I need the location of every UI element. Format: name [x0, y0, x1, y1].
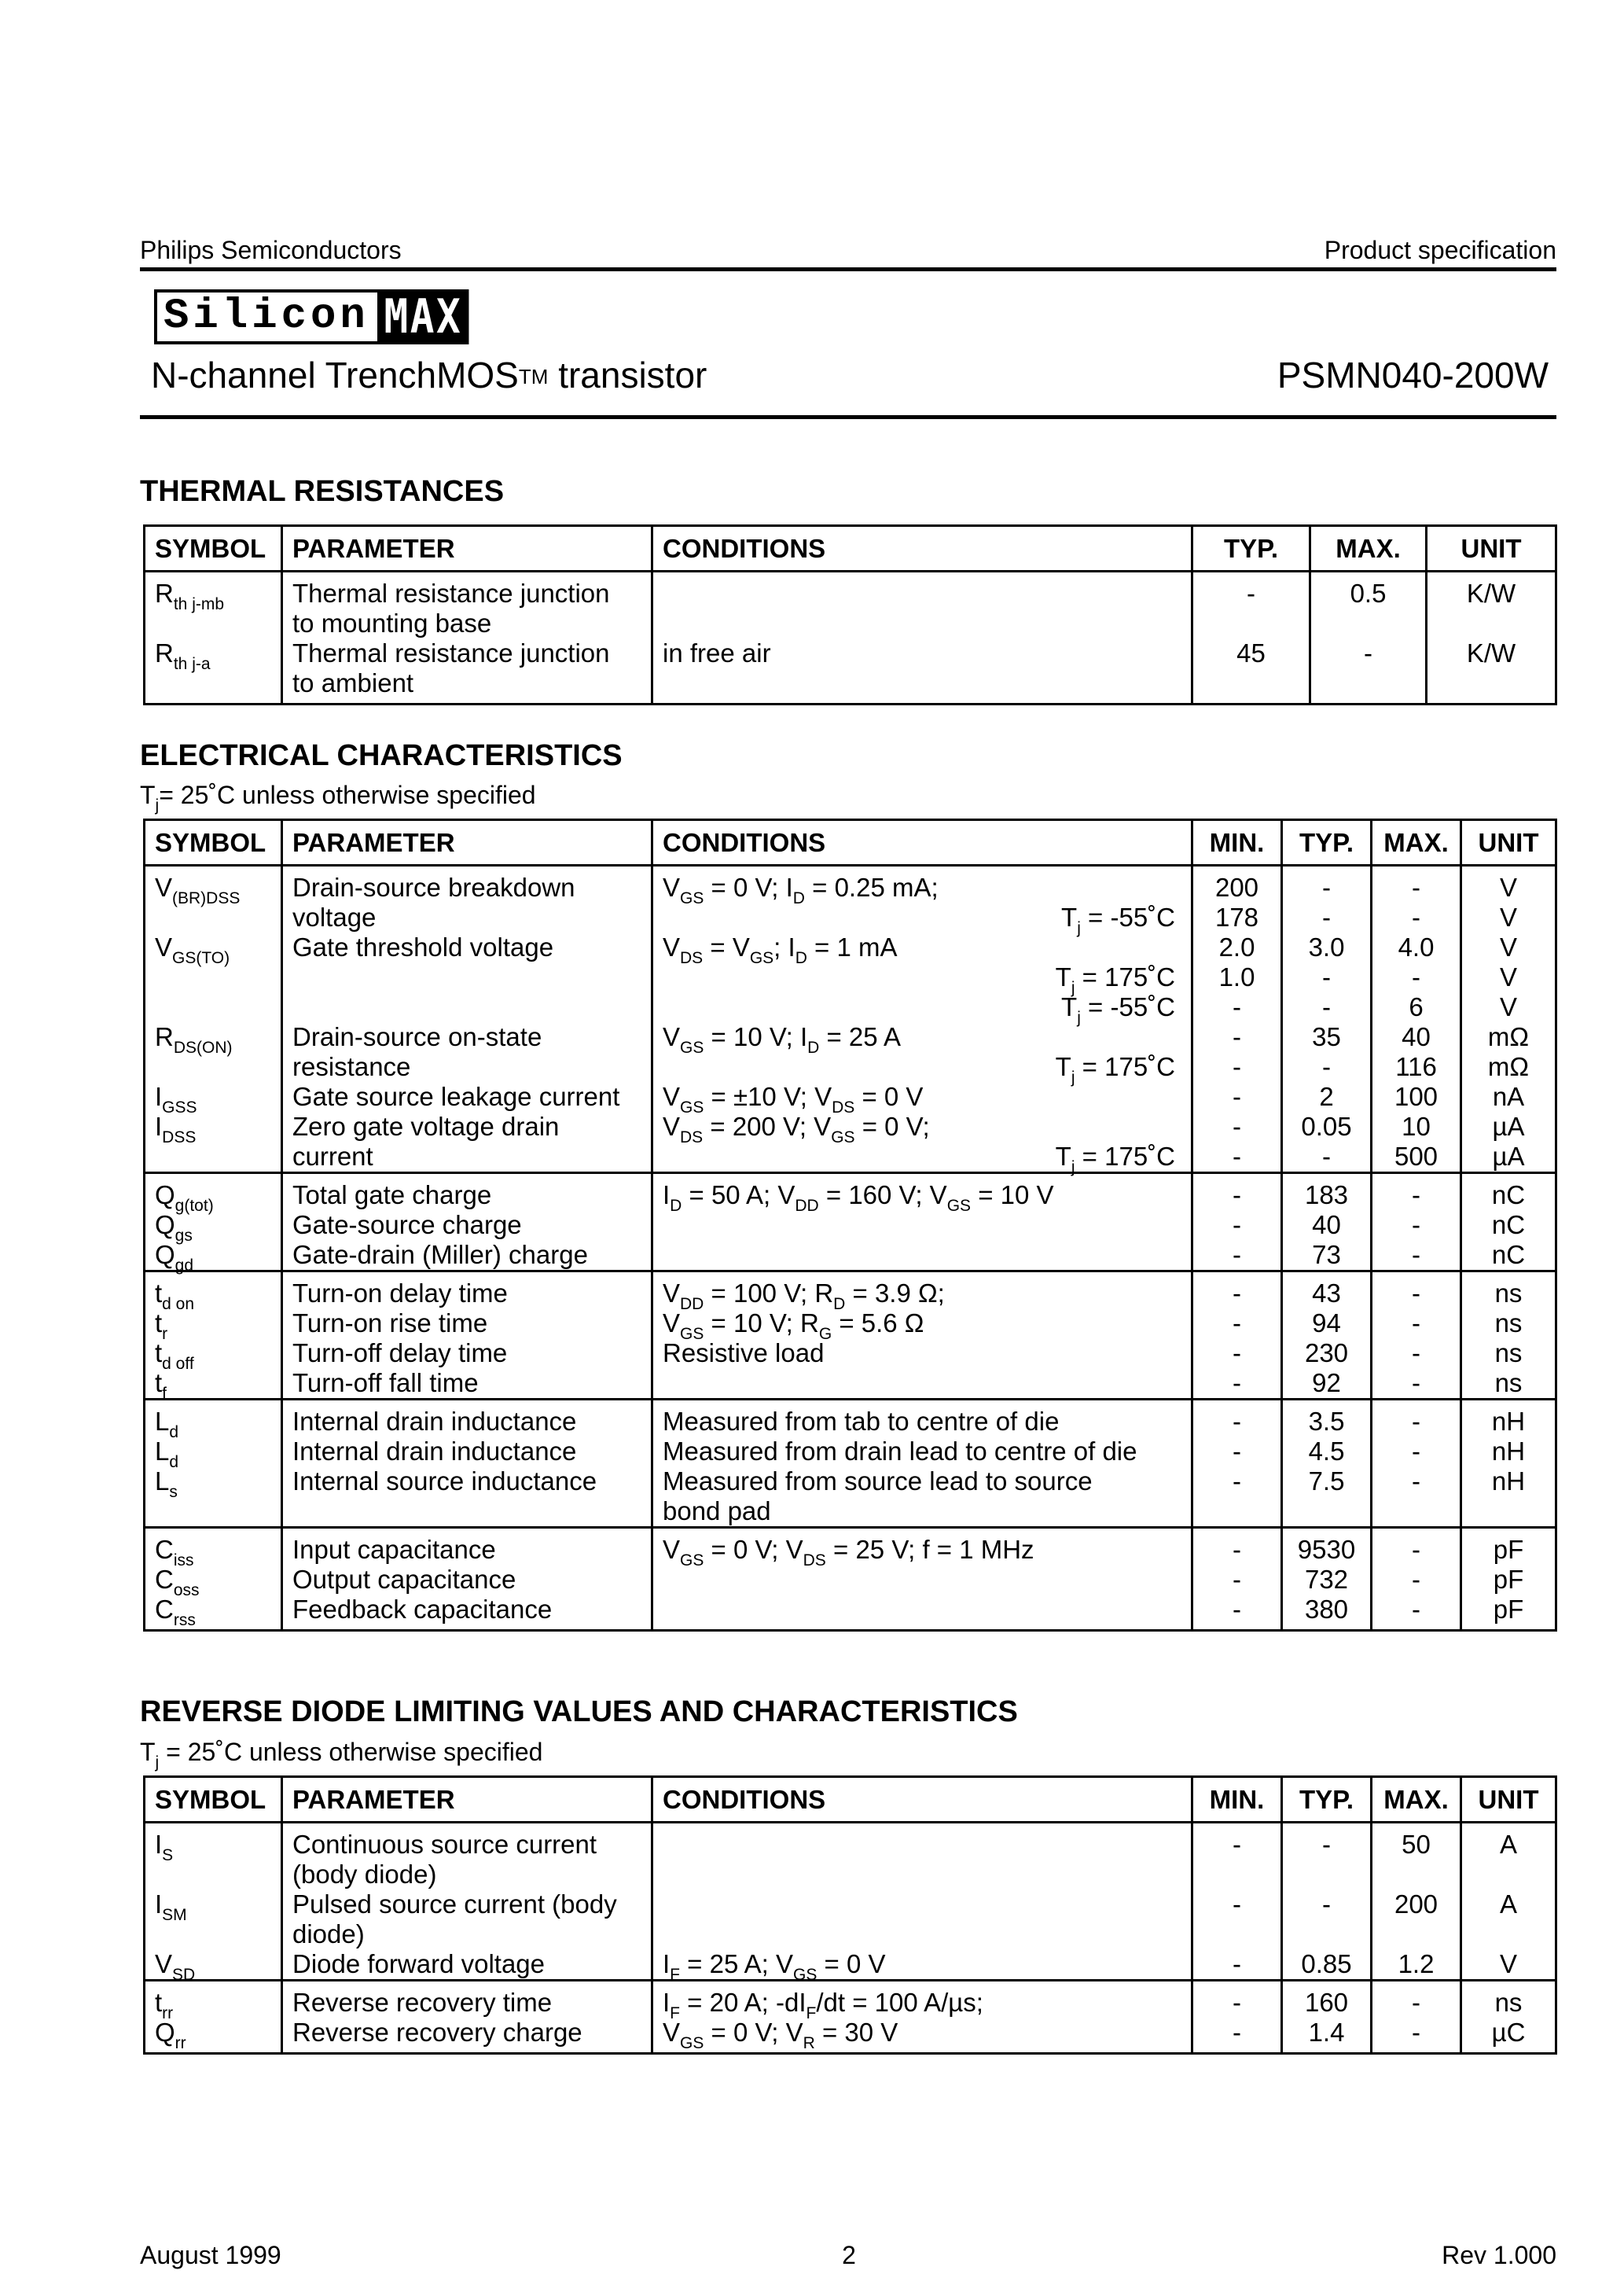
conditions: Measured from tab to centre of die Measured from drain lead to centre of die Measured from source lead to source bond pad	[652, 1400, 1192, 1528]
diode-note: $T_j$ = 25˚C unless otherwise specified	[140, 1738, 543, 1772]
col-unit: UNIT	[1461, 1777, 1556, 1823]
col-parameter: PARAMETER	[282, 1777, 652, 1823]
conditions: in free air	[652, 572, 1192, 705]
table-row-group-static	[145, 866, 1556, 1173]
table-row	[145, 572, 1556, 705]
logo-max-text: MAX	[377, 289, 469, 344]
typ: 43 94 230 92	[1282, 1271, 1372, 1400]
footer-revision: Rev 1.000	[1442, 2241, 1556, 2269]
conditions: $I_F = 20$ A; $-dI_F/dt = 100$ A/µs; $V_{GS} = 0$ V; $V_R = 30$ V	[652, 1981, 1192, 2054]
table-row-group-inductance	[145, 1400, 1556, 1528]
max: - - 4.0 - 6 40 116 100 10 500	[1372, 866, 1461, 1173]
thermal-table	[143, 524, 1557, 705]
col-typ: TYP.	[1282, 820, 1372, 866]
col-symbol: SYMBOL	[145, 526, 282, 572]
symbol: $C_{iss}$ $C_{oss}$ $C_{rss}$	[145, 1528, 282, 1631]
typ: - 45	[1192, 572, 1310, 705]
col-conditions: CONDITIONS	[652, 1777, 1192, 1823]
min: 200 178 2.0 1.0 - - - - - -	[1192, 866, 1282, 1173]
part-number: PSMN040-200W	[1277, 355, 1549, 396]
col-symbol: SYMBOL	[145, 1777, 282, 1823]
unit: ns µC	[1461, 1981, 1556, 2054]
symbol: $Q_{g(tot)}$ $Q_{gs}$ $Q_{gd}$	[145, 1173, 282, 1271]
max: 0.5 -	[1310, 572, 1427, 705]
symbol: $R_{th j-mb}$ $R_{th j-a}$	[145, 572, 282, 705]
col-typ: TYP.	[1192, 526, 1310, 572]
max: - - -	[1372, 1528, 1461, 1631]
parameter: Input capacitance Output capacitance Feedback capacitance	[282, 1528, 652, 1631]
header-rule	[140, 267, 1556, 271]
document-type: Product specification	[1324, 236, 1556, 264]
max: 50 200 1.2	[1372, 1823, 1461, 1981]
col-conditions: CONDITIONS	[652, 526, 1192, 572]
section-title-diode: REVERSE DIODE LIMITING VALUES AND CHARACTERISTICS	[140, 1695, 1018, 1728]
table-row-group-recovery	[145, 1981, 1556, 2054]
max: - -	[1372, 1981, 1461, 2054]
unit: ns ns ns ns	[1461, 1271, 1556, 1400]
conditions: $I_F = 25$ A; $V_{GS} = 0$ V	[652, 1823, 1192, 1981]
col-symbol: SYMBOL	[145, 820, 282, 866]
footer-page-number: 2	[842, 2241, 856, 2269]
typ: 9530 732 380	[1282, 1528, 1372, 1631]
conditions: $I_D = 50$ A; $V_{DD} = 160$ V; $V_{GS} = 10$ V	[652, 1173, 1192, 1271]
min: - - - -	[1192, 1271, 1282, 1400]
product-title	[151, 354, 707, 396]
max: - - - -	[1372, 1271, 1461, 1400]
table-row-group-capacitance	[145, 1528, 1556, 1631]
col-conditions: CONDITIONS	[652, 820, 1192, 866]
typ: 183 40 73	[1282, 1173, 1372, 1271]
trademark: TM	[518, 365, 549, 388]
col-parameter: PARAMETER	[282, 820, 652, 866]
parameter: Total gate charge Gate-source charge Gate-drain (Miller) charge	[282, 1173, 652, 1271]
unit: nC nC nC	[1461, 1173, 1556, 1271]
col-unit: UNIT	[1461, 820, 1556, 866]
unit: pF pF pF	[1461, 1528, 1556, 1631]
conditions: $V_{DD} = 100$ V; $R_D = 3.9$ Ω; $V_{GS} = 10$ V; $R_G = 5.6$ Ω Resistive load	[652, 1271, 1192, 1400]
min: - -	[1192, 1981, 1282, 2054]
parameter: Internal drain inductance Internal drain inductance Internal source inductance	[282, 1400, 652, 1528]
typ: 3.5 4.5 7.5	[1282, 1400, 1372, 1528]
typ: - - 3.0 - - 35 - 2 0.05 -	[1282, 866, 1372, 1173]
col-max: MAX.	[1310, 526, 1427, 572]
col-max: MAX.	[1372, 820, 1461, 866]
conditions: $V_{GS} = 0$ V; $V_{DS} = 25$ V; f = 1 MHz	[652, 1528, 1192, 1631]
col-min: MIN.	[1192, 1777, 1282, 1823]
table-row-group-charge	[145, 1173, 1556, 1271]
title-suffix: transistor	[548, 355, 707, 396]
min: - - -	[1192, 1528, 1282, 1631]
col-parameter: PARAMETER	[282, 526, 652, 572]
symbol: $t_{d on}$ $t_r$ $t_{d off}$ $t_f$	[145, 1271, 282, 1400]
title-rule	[140, 415, 1556, 419]
table-row-group-limiting	[145, 1823, 1556, 1981]
table-header	[145, 820, 1556, 866]
unit: A A V	[1461, 1823, 1556, 1981]
col-max: MAX.	[1372, 1777, 1461, 1823]
parameter: Drain-source breakdown voltage Gate threshold voltage Drain-source on-state resistance Gate source leakage current Zero gate voltage drain current	[282, 866, 652, 1173]
company-name: Philips Semiconductors	[140, 236, 402, 264]
min: - - -	[1192, 1400, 1282, 1528]
table-header	[145, 526, 1556, 572]
symbol: $t_{rr}$ $Q_{rr}$	[145, 1981, 282, 2054]
section-title-thermal: THERMAL RESISTANCES	[140, 475, 505, 508]
symbol: $L_d$ $L_d$ $L_s$	[145, 1400, 282, 1528]
max: - - -	[1372, 1173, 1461, 1271]
electrical-note: $T_j=$ 25˚C unless otherwise specified	[140, 781, 536, 815]
siliconmax-logo	[154, 289, 485, 344]
col-min: MIN.	[1192, 820, 1282, 866]
electrical-table	[143, 819, 1557, 1632]
max: - - -	[1372, 1400, 1461, 1528]
col-unit: UNIT	[1427, 526, 1556, 572]
diode-table	[143, 1775, 1557, 2055]
table-row-group-switching	[145, 1271, 1556, 1400]
min: - - -	[1192, 1173, 1282, 1271]
typ: 160 1.4	[1282, 1981, 1372, 2054]
typ: - - 0.85	[1282, 1823, 1372, 1981]
parameter: Turn-on delay time Turn-on rise time Turn-off delay time Turn-off fall time	[282, 1271, 652, 1400]
min: - - -	[1192, 1823, 1282, 1981]
logo-silicon-text: Silicon	[154, 289, 377, 344]
conditions: $V_{GS} = 0$ V; $I_D = 0.25$ mA; $T_j$ = -55˚C $V_{DS} = V_{GS}$; $I_D = 1$ mA $T_j$ = 175˚C $T_j$ = -55˚C $V_{GS} = 10$ V; $I_D = 25$ A $T_j$ = 175˚C $V_{GS} = \pm 10$ V; $V_{DS} = 0$ V $V_{DS} = 200$ V; $V_{GS} = 0$ V; $T_j$ = 175˚C	[652, 866, 1192, 1173]
table-header	[145, 1777, 1556, 1823]
title-text: N-channel TrenchMOS	[151, 355, 519, 396]
unit: V V V V V mΩ mΩ nA µA µA	[1461, 866, 1556, 1173]
unit: nH nH nH	[1461, 1400, 1556, 1528]
parameter: Continuous source current (body diode) Pulsed source current (body diode) Diode forward voltage	[282, 1823, 652, 1981]
parameter: Thermal resistance junction to mounting base Thermal resistance junction to ambient	[282, 572, 652, 705]
parameter: Reverse recovery time Reverse recovery charge	[282, 1981, 652, 2054]
symbol: $I_S$ $I_{SM}$ $V_{SD}$	[145, 1823, 282, 1981]
unit: K/W K/W	[1427, 572, 1556, 705]
footer-date: August 1999	[140, 2241, 281, 2269]
section-title-electrical: ELECTRICAL CHARACTERISTICS	[140, 739, 623, 772]
col-typ: TYP.	[1282, 1777, 1372, 1823]
symbol: $V_{(BR)DSS}$ $V_{GS(TO)}$ $R_{DS(ON)}$ $I_{GSS}$ $I_{DSS}$	[145, 866, 282, 1173]
